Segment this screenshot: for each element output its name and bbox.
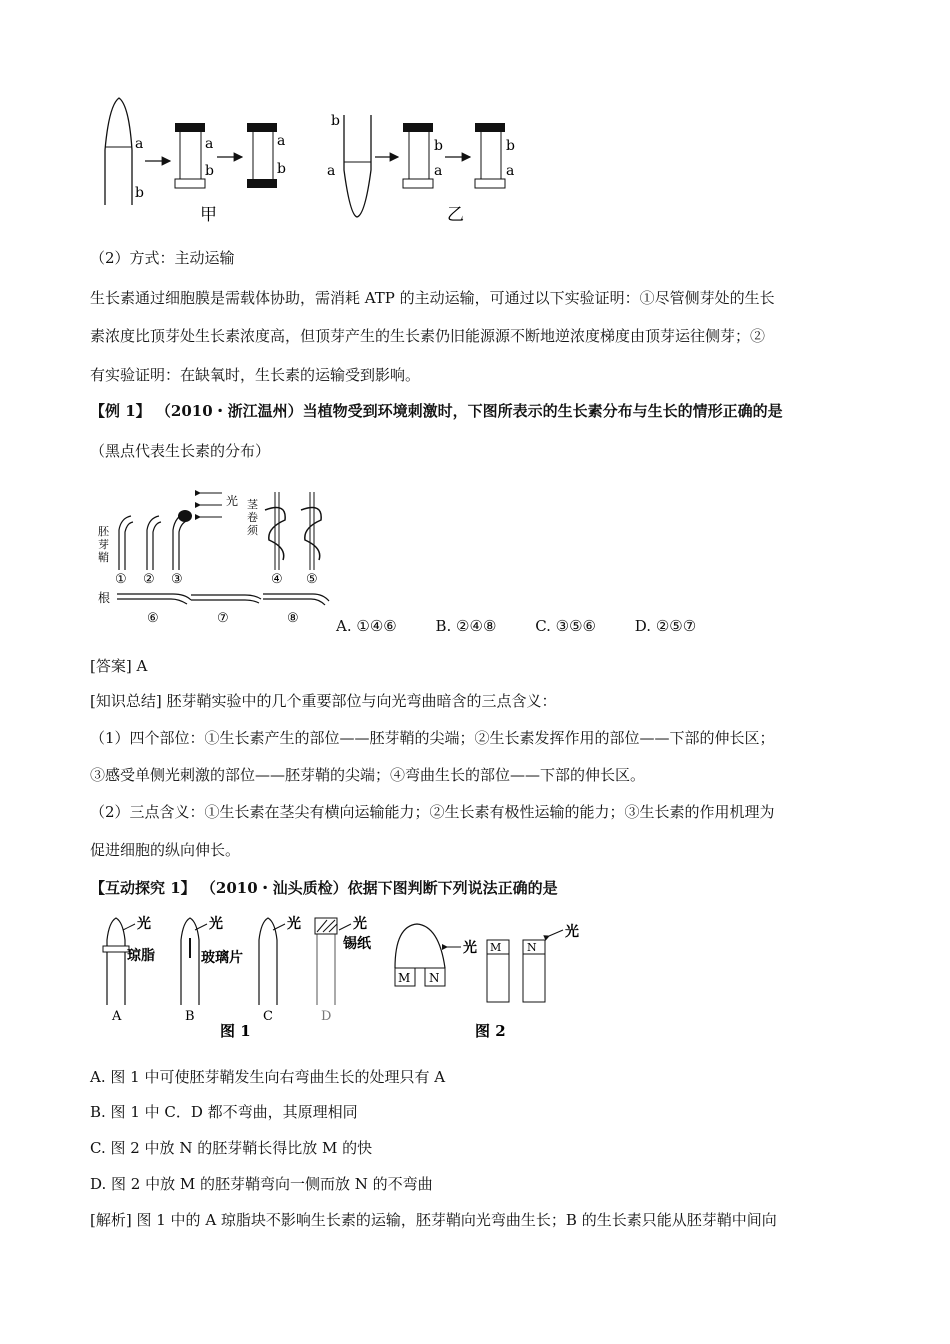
choice-d: D. 图 2 中放 M 的胚芽鞘弯向一侧而放 N 的不弯曲 [90, 1175, 433, 1193]
choice-c: C. 图 2 中放 N 的胚芽鞘长得比放 M 的快 [90, 1139, 373, 1157]
text-line: （1）四个部位：①生长素产生的部位——胚芽鞘的尖端；②生长素发挥作用的部位——下部的伸长区； [90, 729, 775, 747]
example-options [336, 617, 730, 635]
svg-text:M: M [490, 941, 502, 954]
svg-text:②: ② [143, 572, 155, 587]
example-figure [95, 480, 335, 630]
text-line: 生长素通过细胞膜是需载体协助，需消耗 ATP 的主动运输，可通过以下实验证明：①尽管侧芽处的生长 [90, 289, 775, 307]
text-line: [知识总结] 胚芽鞘实验中的几个重要部位与向光弯曲暗含的三点含义： [90, 692, 557, 710]
text-line: （2）方式：主动运输 [90, 249, 235, 267]
text-line: 促进细胞的纵向伸长。 [90, 841, 241, 859]
coleoptile-label: 胚芽鞘 [98, 525, 109, 564]
svg-text:N: N [527, 941, 537, 954]
svg-text:光: 光 [287, 916, 301, 932]
label-jia: 甲 [200, 205, 217, 225]
svg-text:b: b [277, 161, 286, 177]
svg-text:a: a [277, 133, 286, 149]
svg-text:B: B [185, 1009, 195, 1024]
svg-text:光: 光 [463, 940, 477, 956]
svg-text:③: ③ [171, 572, 183, 587]
svg-text:M: M [398, 971, 411, 985]
svg-text:①: ① [115, 572, 127, 587]
svg-text:⑧: ⑧ [287, 611, 299, 626]
answer-line: [答案] A [90, 657, 148, 675]
svg-text:光: 光 [209, 916, 223, 932]
svg-text:a: a [205, 136, 214, 152]
svg-text:b: b [506, 138, 515, 154]
text-line: ③感受单侧光刺激的部位——胚芽鞘的尖端；④弯曲生长的部位——下部的伸长区。 [90, 766, 646, 784]
svg-text:N: N [429, 971, 440, 985]
text-line: 有实验证明：在缺氧时，生长素的运输受到影响。 [90, 366, 421, 384]
root-tip-outline [344, 115, 371, 217]
svg-text:光: 光 [353, 916, 367, 932]
option-a: A. ①④⑥ [336, 617, 397, 635]
label-b: b [135, 185, 144, 201]
agar-label: 琼脂 [127, 948, 155, 964]
svg-text:光: 光 [565, 924, 579, 940]
option-d: D. ②⑤⑦ [634, 617, 697, 635]
example-heading: 【例 1】 （2010・浙江温州）当植物受到环境刺激时，下图所表示的生长素分布与生长的情形正确的是 [90, 402, 783, 420]
svg-text:a: a [434, 163, 443, 179]
probe-heading: 【互动探究 1】 （2010・汕头质检）依据下图判断下列说法正确的是 [90, 879, 558, 897]
svg-text:④: ④ [271, 572, 283, 587]
label-a: a [135, 136, 144, 152]
option-c: C. ③⑤⑥ [535, 617, 597, 635]
svg-text:D: D [321, 1009, 332, 1024]
shoot-tip-outline [105, 98, 132, 205]
svg-text:光: 光 [137, 916, 151, 932]
probe-figure [95, 910, 595, 1045]
polar-transport-figure [95, 95, 535, 225]
svg-text:b: b [331, 113, 340, 129]
fig2-caption: 图 2 [475, 1022, 506, 1040]
text-line: 素浓度比顶芽处生长素浓度高，但顶芽产生的生长素仍旧能源源不断地逆浓度梯度由顶芽运往侧芽；② [90, 327, 766, 345]
svg-text:C: C [263, 1009, 273, 1024]
glass-label: 玻璃片 [201, 950, 243, 966]
choice-b: B. 图 1 中 C．D 都不弯曲，其原理相同 [90, 1103, 358, 1121]
tendril-label: 茎卷须 [247, 498, 258, 537]
root-label: 根 [98, 591, 111, 605]
foil-label: 锡纸 [343, 936, 371, 952]
svg-text:⑤: ⑤ [306, 572, 318, 587]
fig1-caption: 图 1 [220, 1022, 251, 1040]
svg-text:b: b [205, 163, 214, 179]
text-line: （黑点代表生长素的分布） [90, 442, 271, 460]
svg-text:⑦: ⑦ [217, 611, 229, 626]
svg-text:a: a [327, 163, 336, 179]
choice-a: A. 图 1 中可使胚芽鞘发生向右弯曲生长的处理只有 A [90, 1068, 446, 1086]
label-yi: 乙 [447, 205, 464, 225]
analysis-line: [解析] 图 1 中的 A 琼脂块不影响生长素的运输，胚芽鞘向光弯曲生长；B 的生长素只能从胚芽鞘中间向 [90, 1211, 777, 1229]
svg-text:⑥: ⑥ [147, 611, 159, 626]
light-label: 光 [226, 494, 239, 508]
text-line: （2）三点含义：①生长素在茎尖有横向运输能力；②生长素有极性运输的能力；③生长素的作用机理为 [90, 803, 775, 821]
option-b: B. ②④⑧ [435, 617, 497, 635]
svg-text:A: A [112, 1009, 122, 1024]
svg-text:a: a [506, 163, 515, 179]
svg-text:b: b [434, 138, 443, 154]
